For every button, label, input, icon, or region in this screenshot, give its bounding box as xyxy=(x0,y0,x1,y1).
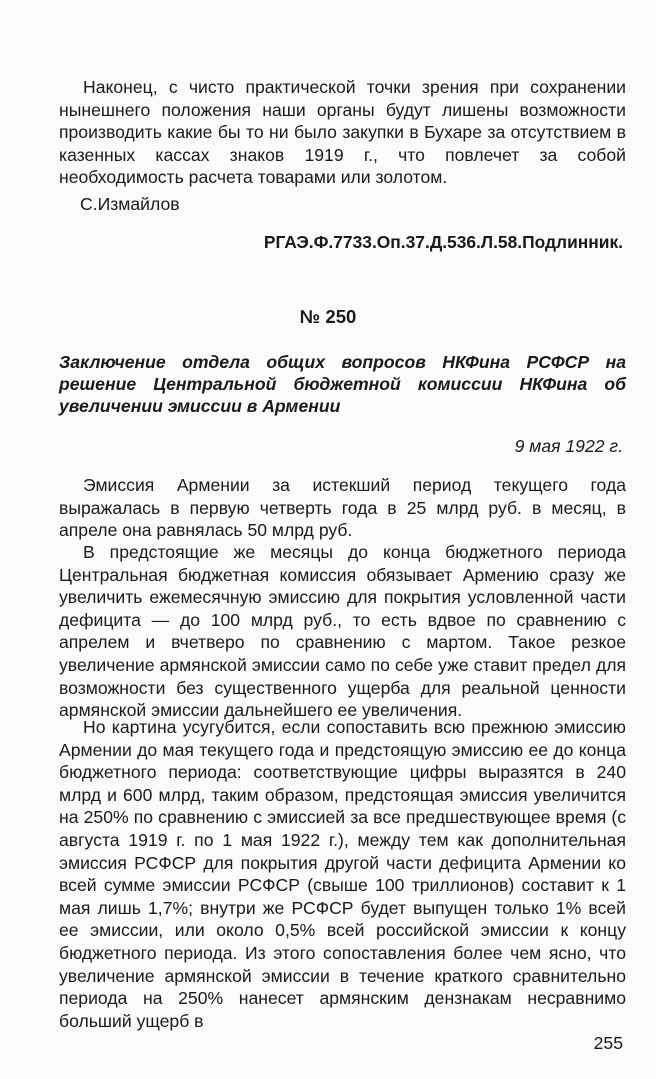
signature: С.Измайлов xyxy=(80,194,180,214)
paragraph-text: Эмиссия Армении за истекший период текущего года выражалась в первую четверть года в 25 млрд руб. в месяц, в апреле она равнялась 50 млрд руб. xyxy=(59,475,626,541)
document-title: Заключение отдела общих вопросов НКФина РСФСР на решение Центральной бюджетной комиссии НКФина об увеличении эмиссии в Армении xyxy=(59,352,626,416)
paragraph-budget-period xyxy=(59,541,626,722)
paragraph-emission xyxy=(59,474,626,542)
document-date: 9 мая 1922 г. xyxy=(514,436,623,456)
page-number: 255 xyxy=(593,1033,623,1053)
paragraph-text: Но картина усугубится, если сопоставить всю прежнюю эмиссию Армении до мая текущего года и предстоящую эмиссию ее до конца бюджетного периода: соответствующие цифры выразятся в 240 млрд и 600 млрд, таким образом, предстоящая эмиссия увеличится на 250% по сравнению с эмиссией за все предшествующее время (с августа 1919 г. по 1 мая 1922 г.), между тем как дополнительная эмиссия РСФСР для покрытия другой части дефицита Армении ко всей сумме эмиссии РСФСР (свыше 100 триллионов) составит к 1 мая лишь 1,7%; внутри же РСФСР будет выпущен только 1% всей ее эмиссии, или около 0,5% всей российской эмиссии к концу бюджетного периода. Из этого сопоставления более чем ясно, что увеличение армянской эмиссии в течение краткого сравнительно периода на 250% нанесет армянским дензнакам несравнимо больший ущерб в xyxy=(59,717,626,1031)
archive-reference: РГАЭ.Ф.7733.Оп.37.Д.536.Л.58.Подлинник. xyxy=(263,232,623,252)
paragraph-closing xyxy=(59,76,626,189)
document-number: № 250 xyxy=(299,306,357,327)
paragraph-comparison xyxy=(59,716,626,1032)
paragraph-text: Наконец, с чисто практической точки зрения при сохранении нынешнего положения наши органы будут лишены возможности производить какие бы то ни было закупки в Бухаре за отсутствием в казенных кассах знаков 1919 г., что повлечет за собой необходимость расчета товарами или золотом. xyxy=(59,77,626,188)
paragraph-text: В предстоящие же месяцы до конца бюджетного периода Центральная бюджетная комиссия обязывает Армению сразу же увеличить ежемесячную эмиссию для покрытия условленной части дефицита — до 100 млрд руб., то есть вдвое по сравнению с апрелем и вчетверо по сравнению с мартом. Такое резкое увеличение армянской эмиссии само по себе уже ставит предел для возможности без существенного ущерба для реальной ценности армянской эмиссии дальнейшего ее увеличения. xyxy=(59,542,626,721)
